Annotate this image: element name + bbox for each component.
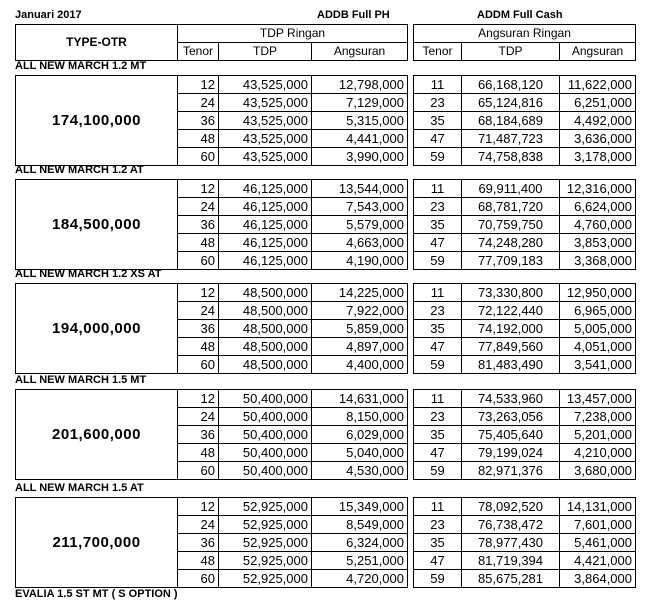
otr-price: 201,600,000 (16, 390, 178, 480)
angsuran-cell: 12,798,000 (312, 76, 408, 94)
col-tenor-ph: Tenor (178, 43, 219, 61)
addm-table (413, 389, 636, 480)
tdp-cell: 79,199,024 (462, 444, 560, 462)
tdp-cell: 48,500,000 (219, 302, 312, 320)
angsuran-cell: 7,543,000 (312, 198, 408, 216)
table-row (414, 552, 636, 570)
table-row (414, 570, 636, 588)
tdp-cell: 81,719,394 (462, 552, 560, 570)
tdp-cell: 48,500,000 (219, 338, 312, 356)
addm-title: ADDM Full Cash (477, 9, 563, 21)
col-angsuran-cash: Angsuran (560, 43, 636, 61)
tdp-cell: 52,925,000 (219, 534, 312, 552)
angsuran-cell: 8,150,000 (312, 408, 408, 426)
tenor-cell: 12 (178, 498, 219, 516)
section-title: ALL NEW MARCH 1.2 XS AT (15, 268, 162, 280)
tenor-cell: 24 (178, 516, 219, 534)
tdp-cell: 73,263,056 (462, 408, 560, 426)
table-row (414, 148, 636, 166)
section-title: ALL NEW MARCH 1.2 MT (15, 60, 147, 72)
tenor-cell: 36 (178, 112, 219, 130)
tenor-cell: 23 (414, 198, 462, 216)
tenor-cell: 60 (178, 252, 219, 270)
tenor-cell: 12 (178, 180, 219, 198)
tenor-cell: 59 (414, 356, 462, 374)
angsuran-cell: 3,864,000 (560, 570, 636, 588)
tenor-cell: 35 (414, 320, 462, 338)
addb-table (15, 75, 408, 166)
tdp-cell: 50,400,000 (219, 408, 312, 426)
tenor-cell: 48 (178, 234, 219, 252)
section-title: ALL NEW MARCH 1.2 AT (15, 164, 144, 176)
angsuran-cell: 8,549,000 (312, 516, 408, 534)
table-row (16, 180, 408, 198)
tdp-cell: 46,125,000 (219, 198, 312, 216)
otr-price: 174,100,000 (16, 76, 178, 166)
addm-table (413, 283, 636, 374)
tdp-cell: 50,400,000 (219, 444, 312, 462)
tdp-cell: 76,738,472 (462, 516, 560, 534)
angsuran-cell: 14,131,000 (560, 498, 636, 516)
tdp-cell: 74,192,000 (462, 320, 560, 338)
tdp-cell: 74,758,838 (462, 148, 560, 166)
tdp-cell: 78,092,520 (462, 498, 560, 516)
tenor-cell: 60 (178, 462, 219, 480)
tenor-cell: 12 (178, 390, 219, 408)
tdp-cell: 43,525,000 (219, 148, 312, 166)
tdp-cell: 85,675,281 (462, 570, 560, 588)
tenor-cell: 47 (414, 234, 462, 252)
angsuran-cell: 4,492,000 (560, 112, 636, 130)
tdp-cell: 74,533,960 (462, 390, 560, 408)
angsuran-cell: 14,631,000 (312, 390, 408, 408)
tenor-cell: 48 (178, 338, 219, 356)
angsuran-cell: 7,601,000 (560, 516, 636, 534)
tdp-cell: 78,977,430 (462, 534, 560, 552)
tenor-cell: 47 (414, 552, 462, 570)
table-row (16, 390, 408, 408)
col-tdp-ph: TDP (219, 43, 312, 61)
angsuran-cell: 4,421,000 (560, 552, 636, 570)
tenor-cell: 48 (178, 130, 219, 148)
angsuran-cell: 4,051,000 (560, 338, 636, 356)
angsuran-cell: 4,760,000 (560, 216, 636, 234)
col-tdp-cash: TDP (462, 43, 560, 61)
tenor-cell: 24 (178, 408, 219, 426)
table-row (414, 498, 636, 516)
table-row (414, 408, 636, 426)
tdp-cell: 77,709,183 (462, 252, 560, 270)
angsuran-cell: 14,225,000 (312, 284, 408, 302)
angsuran-cell: 5,040,000 (312, 444, 408, 462)
otr-price: 194,000,000 (16, 284, 178, 374)
tenor-cell: 12 (178, 76, 219, 94)
angsuran-cell: 3,680,000 (560, 462, 636, 480)
tenor-cell: 60 (178, 148, 219, 166)
angsuran-cell: 13,457,000 (560, 390, 636, 408)
tenor-cell: 36 (178, 320, 219, 338)
tenor-cell: 59 (414, 148, 462, 166)
table-row (414, 252, 636, 270)
tdp-cell: 46,125,000 (219, 252, 312, 270)
angsuran-cell: 13,544,000 (312, 180, 408, 198)
angsuran-cell: 3,541,000 (560, 356, 636, 374)
tenor-cell: 47 (414, 130, 462, 148)
addm-table (413, 179, 636, 270)
period-label: Januari 2017 (15, 9, 82, 21)
tenor-cell: 36 (178, 534, 219, 552)
tdp-cell: 50,400,000 (219, 426, 312, 444)
angsuran-ringan-header: Angsuran Ringan (414, 25, 636, 43)
tdp-cell: 72,122,440 (462, 302, 560, 320)
angsuran-cell: 3,990,000 (312, 148, 408, 166)
table-row (414, 534, 636, 552)
tenor-cell: 24 (178, 94, 219, 112)
tdp-cell: 50,400,000 (219, 462, 312, 480)
otr-price: 184,500,000 (16, 180, 178, 270)
angsuran-cell: 3,368,000 (560, 252, 636, 270)
tdp-cell: 69,911,400 (462, 180, 560, 198)
tenor-cell: 59 (414, 462, 462, 480)
angsuran-cell: 5,579,000 (312, 216, 408, 234)
angsuran-cell: 6,324,000 (312, 534, 408, 552)
footer-section-label: EVALIA 1.5 ST MT ( S OPTION ) (15, 588, 178, 600)
tenor-cell: 23 (414, 408, 462, 426)
angsuran-cell: 5,201,000 (560, 426, 636, 444)
table-row (414, 356, 636, 374)
angsuran-cell: 12,950,000 (560, 284, 636, 302)
section-title: ALL NEW MARCH 1.5 MT (15, 374, 147, 386)
tdp-cell: 77,849,560 (462, 338, 560, 356)
col-angsuran-ph: Angsuran (312, 43, 408, 61)
angsuran-cell: 4,663,000 (312, 234, 408, 252)
tenor-cell: 59 (414, 252, 462, 270)
table-row (414, 462, 636, 480)
tdp-cell: 52,925,000 (219, 570, 312, 588)
tdp-cell: 68,184,689 (462, 112, 560, 130)
tdp-cell: 82,971,376 (462, 462, 560, 480)
addm-table (413, 497, 636, 588)
angsuran-cell: 3,853,000 (560, 234, 636, 252)
tdp-cell: 48,500,000 (219, 284, 312, 302)
angsuran-cell: 6,029,000 (312, 426, 408, 444)
table-row (414, 198, 636, 216)
tdp-cell: 71,487,723 (462, 130, 560, 148)
tenor-cell: 24 (178, 198, 219, 216)
tenor-cell: 47 (414, 444, 462, 462)
tdp-cell: 52,925,000 (219, 498, 312, 516)
tenor-cell: 23 (414, 94, 462, 112)
tenor-cell: 11 (414, 390, 462, 408)
addb-table (15, 389, 408, 480)
type-otr-header: TYPE-OTR (16, 25, 178, 61)
table-row (414, 112, 636, 130)
tdp-cell: 48,500,000 (219, 356, 312, 374)
addb-table (15, 179, 408, 270)
tenor-cell: 36 (178, 426, 219, 444)
table-row (414, 234, 636, 252)
angsuran-cell: 3,178,000 (560, 148, 636, 166)
tenor-cell: 60 (178, 570, 219, 588)
tdp-cell: 65,124,816 (462, 94, 560, 112)
angsuran-cell: 12,316,000 (560, 180, 636, 198)
tenor-cell: 47 (414, 338, 462, 356)
angsuran-cell: 5,315,000 (312, 112, 408, 130)
table-row (414, 284, 636, 302)
table-row (414, 76, 636, 94)
tdp-cell: 50,400,000 (219, 390, 312, 408)
tdp-cell: 43,525,000 (219, 112, 312, 130)
table-row (414, 426, 636, 444)
angsuran-cell: 3,636,000 (560, 130, 636, 148)
table-row (414, 444, 636, 462)
angsuran-cell: 4,720,000 (312, 570, 408, 588)
tenor-cell: 35 (414, 426, 462, 444)
addb-table (15, 497, 408, 588)
tdp-cell: 81,483,490 (462, 356, 560, 374)
angsuran-cell: 5,859,000 (312, 320, 408, 338)
tenor-cell: 12 (178, 284, 219, 302)
addb-title: ADDB Full PH (317, 9, 390, 21)
tdp-ringan-header: TDP Ringan (178, 25, 408, 43)
table-row (414, 180, 636, 198)
tdp-cell: 68,781,720 (462, 198, 560, 216)
tdp-cell: 46,125,000 (219, 216, 312, 234)
angsuran-cell: 7,129,000 (312, 94, 408, 112)
tenor-cell: 36 (178, 216, 219, 234)
tenor-cell: 24 (178, 302, 219, 320)
section-title: ALL NEW MARCH 1.5 AT (15, 482, 144, 494)
header-left-table (15, 24, 408, 61)
angsuran-cell: 4,400,000 (312, 356, 408, 374)
tdp-cell: 46,125,000 (219, 234, 312, 252)
angsuran-cell: 5,005,000 (560, 320, 636, 338)
angsuran-cell: 4,190,000 (312, 252, 408, 270)
angsuran-cell: 6,251,000 (560, 94, 636, 112)
angsuran-cell: 5,251,000 (312, 552, 408, 570)
table-row (16, 76, 408, 94)
tenor-cell: 23 (414, 516, 462, 534)
angsuran-cell: 5,461,000 (560, 534, 636, 552)
tenor-cell: 35 (414, 112, 462, 130)
tdp-cell: 48,500,000 (219, 320, 312, 338)
tdp-cell: 74,248,280 (462, 234, 560, 252)
addm-table (413, 75, 636, 166)
table-row (414, 94, 636, 112)
tenor-cell: 48 (178, 552, 219, 570)
tdp-cell: 66,168,120 (462, 76, 560, 94)
table-row (414, 320, 636, 338)
table-row (16, 498, 408, 516)
table-row (414, 390, 636, 408)
angsuran-cell: 6,624,000 (560, 198, 636, 216)
tenor-cell: 11 (414, 76, 462, 94)
table-row (414, 302, 636, 320)
tenor-cell: 59 (414, 570, 462, 588)
otr-price: 211,700,000 (16, 498, 178, 588)
tdp-cell: 75,405,640 (462, 426, 560, 444)
tenor-cell: 60 (178, 356, 219, 374)
tenor-cell: 11 (414, 180, 462, 198)
angsuran-cell: 15,349,000 (312, 498, 408, 516)
tdp-cell: 52,925,000 (219, 552, 312, 570)
tenor-cell: 35 (414, 534, 462, 552)
header-right-table (413, 24, 636, 61)
table-row (414, 130, 636, 148)
table-row (414, 338, 636, 356)
tenor-cell: 48 (178, 444, 219, 462)
angsuran-cell: 6,965,000 (560, 302, 636, 320)
col-tenor-cash: Tenor (414, 43, 462, 61)
angsuran-cell: 4,441,000 (312, 130, 408, 148)
tdp-cell: 73,330,800 (462, 284, 560, 302)
tenor-cell: 35 (414, 216, 462, 234)
table-row (414, 516, 636, 534)
angsuran-cell: 4,530,000 (312, 462, 408, 480)
table-row (414, 216, 636, 234)
tdp-cell: 43,525,000 (219, 94, 312, 112)
angsuran-cell: 7,238,000 (560, 408, 636, 426)
angsuran-cell: 7,922,000 (312, 302, 408, 320)
tdp-cell: 70,759,750 (462, 216, 560, 234)
tenor-cell: 11 (414, 498, 462, 516)
angsuran-cell: 4,897,000 (312, 338, 408, 356)
tdp-cell: 43,525,000 (219, 76, 312, 94)
table-row (16, 284, 408, 302)
tdp-cell: 43,525,000 (219, 130, 312, 148)
tenor-cell: 11 (414, 284, 462, 302)
tdp-cell: 46,125,000 (219, 180, 312, 198)
tdp-cell: 52,925,000 (219, 516, 312, 534)
angsuran-cell: 11,622,000 (560, 76, 636, 94)
addb-table (15, 283, 408, 374)
tenor-cell: 23 (414, 302, 462, 320)
angsuran-cell: 4,210,000 (560, 444, 636, 462)
